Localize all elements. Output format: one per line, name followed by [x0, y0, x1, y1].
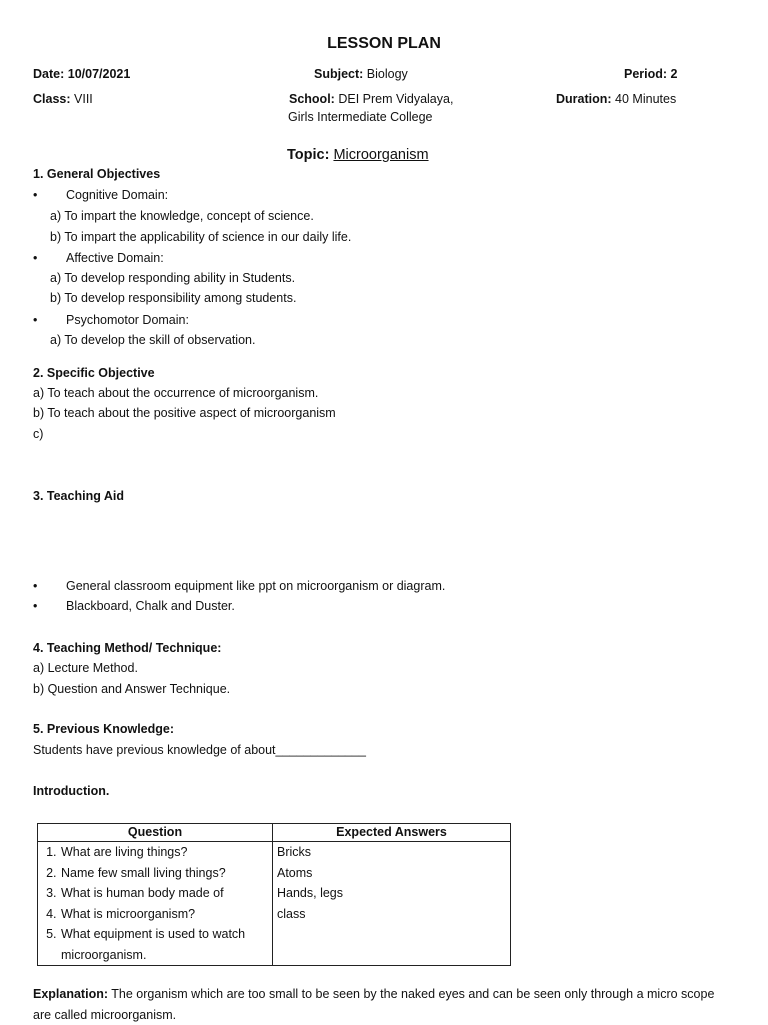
- table-row: [38, 842, 511, 966]
- duration-field: [556, 91, 676, 107]
- question-item: 1. What are living things?: [60, 842, 268, 863]
- introduction-table: [37, 823, 511, 966]
- explanation-label: Explanation:: [33, 987, 109, 1001]
- duration-label: Duration:: [556, 92, 612, 106]
- answers-cell: [273, 842, 511, 966]
- objective-item: b) To impart the applicability of science in our daily life.: [50, 230, 352, 244]
- class-field: [33, 91, 93, 107]
- period-label: Period:: [624, 67, 668, 81]
- section-heading-specific-objective: 2. Specific Objective: [33, 366, 155, 380]
- topic-label: Topic:: [287, 147, 330, 163]
- table-header-row: [38, 824, 511, 842]
- teaching-method-item: b) Question and Answer Technique.: [33, 682, 231, 696]
- period-field: [624, 66, 678, 82]
- section-heading-general-objectives: 1. General Objectives: [33, 167, 161, 181]
- duration-value: 40 Minutes: [615, 92, 677, 106]
- answer-item: Bricks: [277, 845, 312, 859]
- subject-label: Subject:: [314, 67, 364, 81]
- class-value: VIII: [74, 92, 93, 106]
- teaching-aid-item: General classroom equipment like ppt on microorganism or diagram.: [66, 579, 446, 593]
- class-label: Class:: [33, 92, 71, 106]
- section-heading-introduction: Introduction.: [33, 784, 110, 798]
- bullet-icon: •: [33, 313, 38, 327]
- subject-field: [314, 66, 408, 82]
- teaching-method-item: a) Lecture Method.: [33, 661, 138, 675]
- domain-name: Psychomotor Domain:: [66, 313, 189, 327]
- topic-line: [287, 147, 429, 163]
- school-field: [289, 91, 453, 107]
- topic-value: Microorganism: [333, 147, 429, 163]
- previous-knowledge-text: Students have previous knowledge of about_____________: [33, 743, 366, 757]
- objective-item: a) To develop responding ability in Students.: [50, 271, 296, 285]
- date-field: [33, 66, 130, 82]
- question-item: 4. What is microorganism?: [60, 904, 268, 925]
- answer-list: [277, 842, 506, 924]
- section-heading-previous-knowledge: 5. Previous Knowledge:: [33, 722, 175, 736]
- bullet-icon: •: [33, 251, 38, 265]
- objective-item: b) To develop responsibility among students.: [50, 291, 297, 305]
- date-value: 10/07/2021: [67, 67, 131, 81]
- question-item: 3. What is human body made of: [60, 883, 268, 904]
- explanation-text: The organism which are too small to be seen by the naked eyes and can be seen only through a micro scope are called microorganism.: [33, 987, 715, 1022]
- specific-objective-item: b) To teach about the positive aspect of microorganism: [33, 406, 336, 420]
- column-header-question: Question: [38, 824, 273, 842]
- specific-objective-item: c): [33, 427, 44, 441]
- explanation-paragraph: [33, 984, 733, 1025]
- column-header-expected-answers: Expected Answers: [273, 824, 511, 842]
- answer-item: Hands, legs: [277, 886, 344, 900]
- school-value-line2: Girls Intermediate College: [288, 110, 433, 124]
- teaching-aid-item: Blackboard, Chalk and Duster.: [66, 599, 235, 613]
- objective-item: a) To impart the knowledge, concept of science.: [50, 209, 314, 223]
- questions-cell: [38, 842, 273, 966]
- bullet-icon: •: [33, 599, 38, 613]
- objective-item: a) To develop the skill of observation.: [50, 333, 256, 347]
- domain-name: Affective Domain:: [66, 251, 164, 265]
- bullet-icon: •: [33, 579, 38, 593]
- question-item: 2. Name few small living things?: [60, 863, 268, 884]
- question-list: [42, 842, 268, 965]
- answer-item: Atoms: [277, 865, 313, 880]
- section-heading-teaching-aid: 3. Teaching Aid: [33, 489, 124, 503]
- school-value: DEI Prem Vidyalaya,: [338, 92, 454, 106]
- bullet-icon: •: [33, 188, 38, 202]
- specific-objective-item: a) To teach about the occurrence of microorganism.: [33, 386, 319, 400]
- school-label: School:: [289, 92, 335, 106]
- answer-item: class: [277, 906, 306, 921]
- date-label: Date:: [33, 67, 65, 81]
- section-heading-teaching-method: 4. Teaching Method/ Technique:: [33, 641, 222, 655]
- subject-value: Biology: [366, 67, 408, 81]
- domain-name: Cognitive Domain:: [66, 188, 169, 202]
- period-value: 2: [670, 67, 678, 81]
- question-item: 5. What equipment is used to watch microorganism.: [60, 924, 261, 965]
- page-title: LESSON PLAN: [327, 35, 441, 52]
